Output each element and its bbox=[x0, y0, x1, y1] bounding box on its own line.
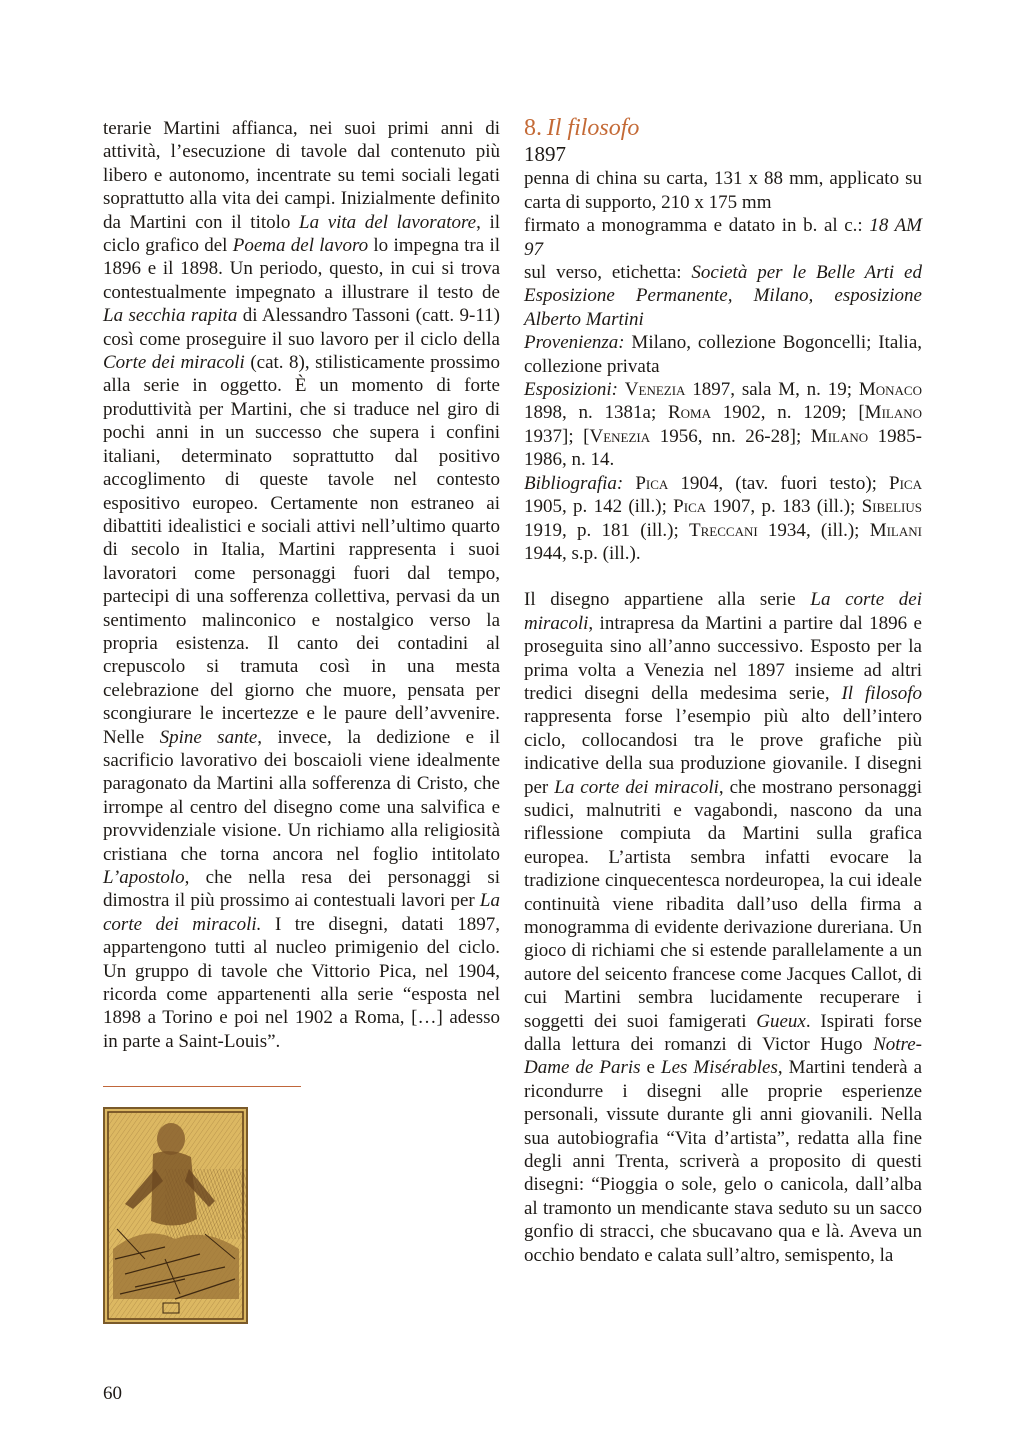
technique-line: penna di china su carta, 131 x 88 mm, applicato su carta di supporto, 210 x 175 mm bbox=[524, 168, 922, 213]
text-run: Pica 1904 bbox=[635, 472, 719, 494]
text-run: Poema del lavoro bbox=[232, 235, 369, 257]
text-run: Corte dei miracoli bbox=[103, 352, 245, 374]
text-run: , p. 181 (ill.); bbox=[562, 519, 690, 541]
text-run: La corte dei miracoli bbox=[554, 776, 719, 798]
text-run: Il filosofo bbox=[841, 682, 922, 704]
text-run: e bbox=[640, 1057, 662, 1079]
engraving-illustration bbox=[105, 1109, 246, 1322]
text-run: Il disegno appartiene alla serie bbox=[524, 589, 811, 611]
text-run: Treccani 1934 bbox=[689, 519, 806, 541]
exhibitions-line bbox=[524, 378, 922, 472]
catalogue-year: 1897 bbox=[524, 142, 566, 167]
text-run: Pica 1907 bbox=[673, 496, 751, 518]
text-run: di Alessandro Tassoni (catt. 9-11) così come proseguire il suo lavoro per il ciclo della bbox=[103, 305, 500, 350]
catalogue-title: Il filosofo bbox=[546, 115, 640, 141]
text-run: , che mostrano personaggi sudici, malnutriti e vagabondi, nascono da una riflessione compiuta da Martini sulla grafica europea. L’artista sembra infatti evocare la tradizione cinquecentesca nordeuropea, la cui ideale continuità viene ribadita dall’uso della firma a monogramma di evidente derivazione dureriana. Un gioco di richiami che si estende parallelamente a un autore del seicento francese come Jacques Callot, di cui Martini sembra lucidamente recuperare i soggetti dei suoi famigerati bbox=[524, 776, 923, 1032]
text-run: Milano 1937 bbox=[524, 402, 923, 447]
text-run: , nn. 26-28]; bbox=[697, 425, 811, 447]
text-run: La corte dei miracoli bbox=[524, 589, 922, 634]
text-run: , il ciclo grafico del bbox=[103, 211, 501, 257]
text-run: (cat. 8), stilisticamente prossimo alla serie in oggetto. È un momento di forte produttività per Martini, che si traduce nel giro di pochi anni in un successo che supera i confini italiani, determinato soprattutto dal positivo accoglimento di queste tavole nel contesto espositivo europeo. Certamente non estraneo ai dibattiti idealistici e sociali attivi nell’ultimo quarto di secolo in Italia, Martini rappresenta i suoi lavoratori come personaggi fuori dal tempo, partecipi di una sofferenza collettiva, pervasi da un sentimento malinconico e nostalgico verso la propria esistenza. Il canto dei contadini al crepuscolo si tramuta così in una mesta celebrazione del giorno che muore, pensata per scongiurare le incertezze e le paure dell’avvenire. Nelle bbox=[103, 352, 500, 748]
text-run: La corte dei miracoli. bbox=[103, 890, 500, 935]
section-spacer bbox=[524, 565, 922, 588]
text-run: , p. 183 (ill.); bbox=[750, 496, 862, 518]
text-run: . Ispirati forse dalla lettura dei romanzi di Victor Hugo bbox=[524, 1010, 922, 1056]
catalogue-number: 8. bbox=[524, 115, 542, 141]
text-run: terarie Martini affianca, nei suoi primi anni di attività, l’esecuzione di tavole dal contenuto più libero e autonomo, incentrate su temi sociali legati soprattutto alla vita dei campi. Inizialmente definito da Martini con il titolo bbox=[103, 118, 500, 233]
text-run: , n. 1381a; bbox=[562, 402, 668, 424]
text-run: Gueux bbox=[756, 1010, 806, 1032]
bibliography-label: Bibliografia: bbox=[524, 472, 624, 494]
label-prefix: sul verso, etichetta: bbox=[524, 262, 692, 284]
text-run: Venezia 1956 bbox=[589, 425, 698, 447]
text-run: Spine sante bbox=[159, 726, 258, 748]
text-run: La vita del lavoratore bbox=[299, 211, 477, 233]
text-run: lo impegna tra il 1896 e il 1898. Un periodo, questo, in cui si trova contestualmente impegnato a illustrare il testo de bbox=[103, 235, 500, 303]
text-run: , (ill.); bbox=[805, 519, 870, 541]
signature-inscription: 18 AM 97 bbox=[524, 215, 922, 260]
text-run: Roma 1902 bbox=[668, 402, 761, 424]
text-run: Sibelius 1919 bbox=[524, 496, 922, 541]
signature-text: firmato a monogramma e datato in b. al c.: bbox=[524, 215, 870, 237]
artwork-thumbnail bbox=[103, 1107, 248, 1324]
label-text: Società per le Belle Arti ed Esposizione Permanente, Milano, esposizione Alberto Martini bbox=[524, 262, 922, 330]
text-run bbox=[623, 473, 635, 494]
right-body-paragraph bbox=[524, 588, 922, 1267]
left-body-paragraph bbox=[103, 117, 500, 1053]
text-run: Milano 1985-1986 bbox=[524, 425, 923, 471]
text-run: rappresenta forse l’esempio più alto dell’intero ciclo, collocandosi tra le prove grafiche più indicative della sua produzione giovanile. I disegni per bbox=[524, 706, 922, 798]
text-run: Venezia 1897 bbox=[624, 379, 731, 401]
text-run: La secchia rapita bbox=[103, 305, 238, 327]
text-run: ]; [ bbox=[562, 425, 590, 447]
left-column bbox=[103, 117, 500, 1053]
provenance-text: Milano, collezione Bogoncelli; Italia, collezione privata bbox=[524, 332, 922, 377]
text-run: L’apostolo bbox=[103, 867, 185, 888]
right-column bbox=[524, 117, 922, 1267]
text-run: I tre disegni, datati 1897, appartengono tutti al nucleo primigenio del ciclo. Un gruppo di tavole che Vittorio Pica, nel 1904, ricorda come appartenenti alla serie “esposta nel 1898 a Torino e poi nel 1902 a Roma, […] adesso in parte a Saint-Louis”. bbox=[103, 913, 500, 1052]
text-run: , (tav. fuori testo); bbox=[718, 472, 890, 494]
text-run: , invece, la dedizione e il sacrificio lavorativo dei boscaioli viene idealmente paragonato da Martini alla sofferenza di Cristo, che irrompe al centro del disegno come una salvifica e provvidenziale visione. Un richiamo alla religiosità cristiana che torna ancora nel foglio intitolato bbox=[103, 726, 500, 865]
text-run: , sala M, n. 19; bbox=[730, 379, 859, 401]
text-run: Pica 1905 bbox=[524, 472, 922, 518]
text-run: Notre-Dame de Paris bbox=[524, 1034, 922, 1079]
text-run: Les Misérables bbox=[661, 1057, 778, 1079]
text-run: , intrapresa da Martini a partire dal 1896 e proseguita sino all’anno successivo. Esposto per la prima volta a Venezia nel 1897 insieme ad altri tredici disegni della medesima serie, bbox=[524, 612, 922, 704]
page-number: 60 bbox=[103, 1383, 122, 1404]
footnote-divider bbox=[103, 1086, 301, 1087]
provenance-label: Provenienza: bbox=[524, 332, 625, 354]
exhibitions-label: Esposizioni: bbox=[524, 379, 618, 401]
text-run: , che nella resa dei personaggi si dimostra il più prossimo ai contestuali lavori per bbox=[103, 867, 500, 912]
catalogue-heading bbox=[524, 117, 922, 141]
text-run bbox=[618, 379, 625, 400]
text-run: , n. 1209; [ bbox=[760, 402, 865, 424]
label-line bbox=[524, 261, 922, 331]
text-run: , n. 14. bbox=[562, 449, 615, 471]
provenance-line bbox=[524, 331, 922, 378]
signature-line bbox=[524, 214, 922, 261]
text-run: Monaco 1898 bbox=[524, 379, 922, 424]
text-run: , s.p. (ill.). bbox=[562, 542, 641, 564]
bibliography-line bbox=[524, 472, 922, 566]
text-run: , p. 142 (ill.); bbox=[562, 496, 674, 518]
text-run: Milani 1944 bbox=[524, 519, 922, 564]
text-run: , Martini tenderà a ricondurre i disegni alle proprie esperienze personali, vissute durante gli anni giovanili. Nella sua autobiografia “Vita d’artista”, redatta alla fine degli anni Trenta, scriverà a proposito di questi disegni: “Pioggia o sole, gelo o canicola, dall’alba al tramonto un mendicante stava seduto su un sacco gonfio di stracci, che sbucavano qua e là. Aveva un occhio bendato e calata sull’altro, semispento, la bbox=[524, 1057, 923, 1266]
